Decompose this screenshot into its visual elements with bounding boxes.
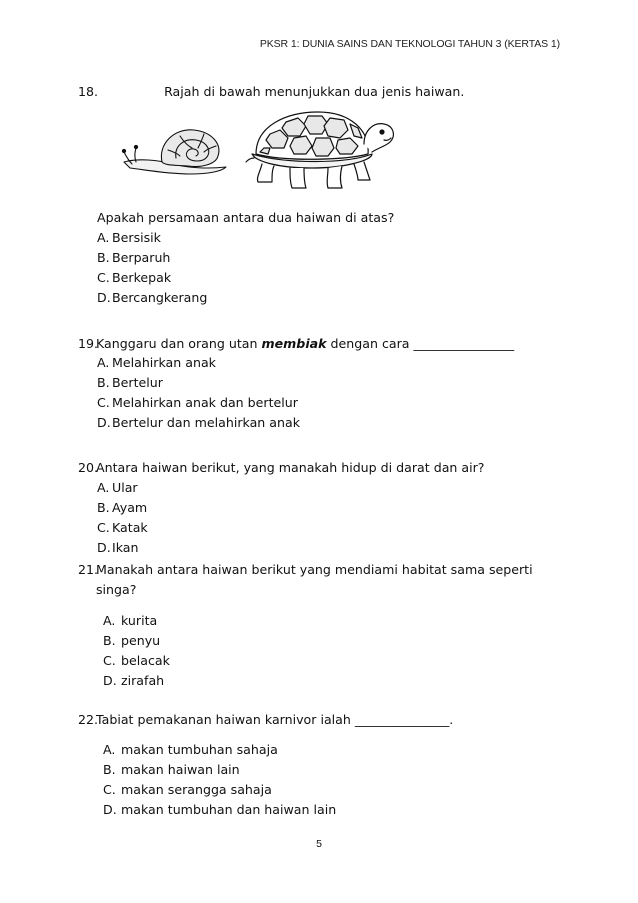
q18-option-a[interactable] xyxy=(97,230,161,246)
q19-option-a[interactable] xyxy=(97,355,216,371)
option-letter: B. xyxy=(97,375,110,390)
option-text: penyu xyxy=(121,633,161,648)
q21-stem-line2: singa? xyxy=(96,582,137,597)
q18-option-b[interactable] xyxy=(97,250,170,266)
q18-question: Apakah persamaan antara dua haiwan di atas? xyxy=(97,210,395,225)
q19-number: 19. xyxy=(78,336,99,351)
q20-number: 20. xyxy=(78,460,99,475)
option-text: Katak xyxy=(112,520,148,535)
q22-number: 22. xyxy=(78,712,99,727)
option-letter: D. xyxy=(97,415,111,430)
option-letter: B. xyxy=(97,500,110,515)
option-text: kurita xyxy=(121,613,158,628)
q21-option-c[interactable] xyxy=(103,653,170,669)
q19-option-c[interactable] xyxy=(97,395,298,411)
q18-number: 18. xyxy=(78,84,99,99)
option-text: makan haiwan lain xyxy=(121,762,240,777)
q21-stem-line xyxy=(78,562,533,578)
q22-option-d[interactable] xyxy=(103,802,336,818)
q20-option-c[interactable] xyxy=(97,520,148,536)
option-text: makan tumbuhan sahaja xyxy=(121,742,278,757)
option-text: belacak xyxy=(121,653,170,668)
page-number: 5 xyxy=(316,838,322,850)
q19-option-d[interactable] xyxy=(97,415,300,431)
option-text: makan tumbuhan dan haiwan lain xyxy=(121,802,337,817)
option-text: makan serangga sahaja xyxy=(121,782,272,797)
q20-stem-line xyxy=(78,460,484,476)
q18-option-d[interactable] xyxy=(97,290,207,306)
option-letter: B. xyxy=(97,250,110,265)
page-header: PKSR 1: DUNIA SAINS DAN TEKNOLOGI TAHUN 3 (KERTAS 1) xyxy=(259,38,560,50)
q22-stem: Tabiat pemakanan haiwan karnivor ialah _______________. xyxy=(96,712,454,727)
q19-stem-emphasis: membiak xyxy=(261,336,327,351)
option-letter: A. xyxy=(103,742,116,757)
option-text: Berparuh xyxy=(112,250,171,265)
turtle-illustration xyxy=(246,108,396,194)
option-letter: D. xyxy=(103,802,117,817)
q20-option-b[interactable] xyxy=(97,500,147,516)
option-letter: A. xyxy=(97,355,110,370)
q21-stem-line1: Manakah antara haiwan berikut yang mendiami habitat sama seperti xyxy=(96,562,533,577)
option-text: zirafah xyxy=(121,673,165,688)
option-letter: C. xyxy=(97,395,110,410)
option-letter: C. xyxy=(103,782,116,797)
option-letter: D. xyxy=(97,540,111,555)
q18-stem: Rajah di bawah menunjukkan dua jenis haiwan. xyxy=(164,84,465,99)
option-text: Ikan xyxy=(112,540,139,555)
option-letter: A. xyxy=(97,480,110,495)
option-letter: B. xyxy=(103,762,116,777)
q21-option-a[interactable] xyxy=(103,613,157,629)
option-letter: C. xyxy=(103,653,116,668)
option-text: Bertelur xyxy=(112,375,163,390)
q21-number: 21. xyxy=(78,562,99,577)
option-letter: A. xyxy=(103,613,116,628)
q22-option-a[interactable] xyxy=(103,742,278,758)
option-letter: C. xyxy=(97,520,110,535)
q19-stem-line xyxy=(78,336,514,352)
q20-stem: Antara haiwan berikut, yang manakah hidup di darat dan air? xyxy=(96,460,485,475)
q19-stem-after: dengan cara ________________ xyxy=(326,336,515,351)
q21-option-d[interactable] xyxy=(103,673,164,689)
option-text: Bersisik xyxy=(112,230,161,245)
option-text: Berkepak xyxy=(112,270,172,285)
option-text: Ular xyxy=(112,480,138,495)
q22-option-c[interactable] xyxy=(103,782,272,798)
option-letter: D. xyxy=(97,290,111,305)
q20-option-d[interactable] xyxy=(97,540,139,556)
q22-option-b[interactable] xyxy=(103,762,240,778)
option-letter: D. xyxy=(103,673,117,688)
option-text: Melahirkan anak dan bertelur xyxy=(112,395,298,410)
q19-option-b[interactable] xyxy=(97,375,163,391)
q18-stem-line xyxy=(78,84,464,100)
q21-option-b[interactable] xyxy=(103,633,160,649)
option-text: Ayam xyxy=(112,500,148,515)
option-text: Melahirkan anak xyxy=(112,355,216,370)
q22-stem-line xyxy=(78,712,453,728)
option-letter: A. xyxy=(97,230,110,245)
q19-stem-before: Kanggaru dan orang utan xyxy=(96,336,262,351)
q20-option-a[interactable] xyxy=(97,480,138,496)
option-letter: B. xyxy=(103,633,116,648)
option-text: Bertelur dan melahirkan anak xyxy=(112,415,300,430)
option-text: Bercangkerang xyxy=(112,290,208,305)
q18-option-c[interactable] xyxy=(97,270,171,286)
snail-illustration xyxy=(118,122,238,182)
option-letter: C. xyxy=(97,270,110,285)
